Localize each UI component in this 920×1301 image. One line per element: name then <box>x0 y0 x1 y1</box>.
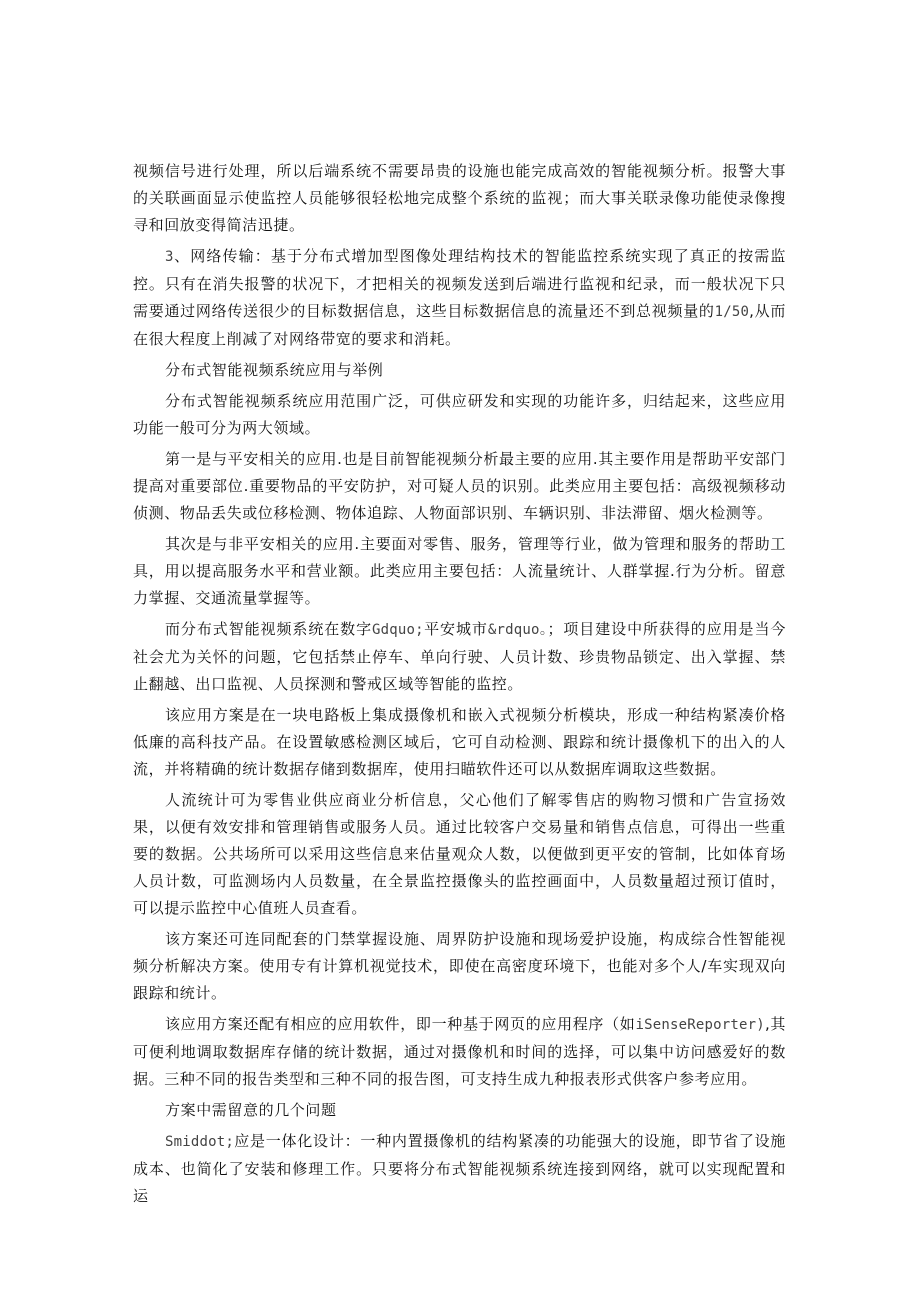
paragraph-text: ,其可便利地调取数据库存储的统计数据，通过对摄像机和时间的选择，可以集中访问感爱好的数据。三种不同的报告类型和三种不同的报告图，可支持生成九种报表形式供客户参考应用。 <box>133 1015 786 1088</box>
paragraph-text: 而分布式智能视频系统在数字 <box>165 620 373 638</box>
paragraph-people-counting <box>133 787 786 922</box>
paragraph-text: 第一是与平安相关的应用.也是目前智能视频分析最主要的应用.其主要作用是帮助平安部门提高对重要部位.重要物品的平安防护，对可疑人员的识别。此类应用主要包括：高级视频移动侦测、物品丢失或位移检测、物体追踪、人物面部识别、车辆识别、非法滞留、烟火检测等。 <box>133 450 786 522</box>
list-number: 3 <box>165 249 174 265</box>
paragraph-text: 该应用方案还配有相应的应用软件，即一种基于网页的应用程序（如 <box>165 1015 636 1033</box>
paragraph-integrated-solution <box>133 926 786 1007</box>
section-heading-applications <box>133 357 786 384</box>
paragraph-text: 、网络传输：基于分布式增加型图像处理结构技术的智能监控系统实现了真正的按需监控。只有在消失报警的状况下，才把相关的视频发送到后端进行监视和纪录，而一般状况下只需要通过网络传送很少的目标数据信息，这些目标数据信息的流量还不到总视频量的 <box>133 247 786 320</box>
entity-code: &rdquo。 <box>487 622 548 638</box>
paragraph-security-applications <box>133 446 786 527</box>
paragraph-text: 该应用方案是在一块电路板上集成摄像机和嵌入式视频分析模块，形成一种结构紧凑价格低廉的高科技产品。在设置敏感检测区域后，它可自动检测、跟踪和统计摄像机下的出入的人流，并将精确的统计数据存储到数据库，使用扫瞄软件还可以从数据库调取这些数据。 <box>133 706 786 778</box>
section-heading-issues <box>133 1097 786 1124</box>
paragraph-safe-city <box>133 616 786 698</box>
paragraph-network-transmission <box>133 243 786 353</box>
entity-code: Gdquo; <box>372 622 424 638</box>
paragraph-text: ；项目建设中所获得的应用是当今社会尤为关怀的问题，它包括禁止停车、单向行驶、人员计数、珍贵物品锁定、出入掌握、禁止翻越、出口监视、人员探测和警戒区域等智能的监控。 <box>133 620 786 693</box>
heading-text: 方案中需留意的几个问题 <box>165 1101 337 1119</box>
document-body <box>133 158 786 1214</box>
paragraph-text: 该方案还可连同配套的门禁掌握设施、周界防护设施和现场爱护设施，构成综合性智能视频分析解决方案。使用专有计算机视觉技术，即使在高密度环境下，也能对多个人/车实现双向跟踪和统计。 <box>133 930 786 1002</box>
software-name: iSenseReporter <box>635 1017 757 1033</box>
paragraph-text: 应是一体化设计：一种内置摄像机的结构紧凑的功能强大的设施，即节省了设施成本、也简化了安装和修理工作。只要将分布式智能视频系统连接到网络，就可以实现配置和运 <box>133 1132 786 1205</box>
paragraph-text: ,从而在很大程度上削减了对网络带宽的要求和消耗。 <box>133 302 786 348</box>
paragraph-video-processing <box>133 158 786 239</box>
paragraph-text: 其次是与非平安相关的应用.主要面对零售、服务，管理等行业，做为管理和服务的帮助工具，用以提高服务水平和营业额。此类应用主要包括：人流量统计、人群掌握.行为分析。留意力掌握、交通流量掌握等。 <box>133 535 786 607</box>
paragraph-text: 视频信号进行处理，所以后端系统不需要昂贵的设施也能完成高效的智能视频分析。报警大事的关联画面显示使监控人员能够很轻松地完成整个系统的监视；而大事关联录像功能使录像搜寻和回放变得简洁迅捷。 <box>133 162 786 234</box>
paragraph-application-scope <box>133 388 786 442</box>
closing-paren: ) <box>756 1017 765 1033</box>
paragraph-reporting-software <box>133 1011 786 1093</box>
paragraph-solution-board <box>133 702 786 783</box>
paragraph-integrated-design <box>133 1128 786 1210</box>
paragraph-text: 平安城市 <box>423 620 488 638</box>
paragraph-text: 人流统计可为零售业供应商业分析信息，父心他们了解零售店的购物习惯和广告宣扬效果，以便有效安排和管理销售或服务人员。通过比较客户交易量和销售点信息，可得出一些重要的数据。公共场所可以采用这些信息来估量观众人数，以便做到更平安的管制，比如体育场人员计数，可监测场内人员数量，在全景监控摄像头的监控画面中，人员数量超过预订值时，可以提示监控中心值班人员查看。 <box>133 791 786 917</box>
ratio-value: 1/50 <box>714 304 750 320</box>
paragraph-text: 分布式智能视频系统应用范围广泛，可供应研发和实现的功能许多，归结起来，这些应用功能一般可分为两大领域。 <box>133 392 786 437</box>
heading-text: 分布式智能视频系统应用与举例 <box>165 361 384 379</box>
paragraph-non-security-applications <box>133 531 786 612</box>
entity-code: Smiddot; <box>165 1134 235 1150</box>
